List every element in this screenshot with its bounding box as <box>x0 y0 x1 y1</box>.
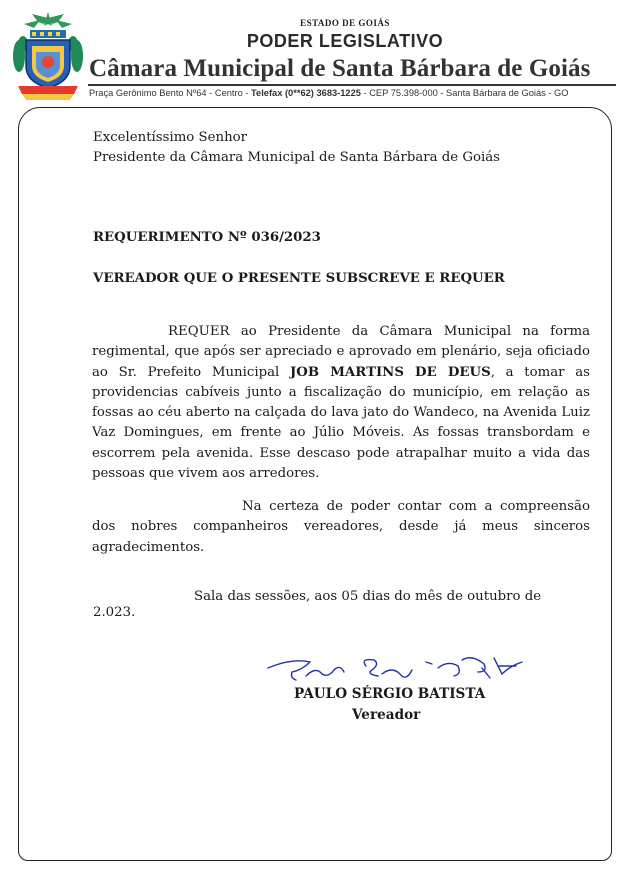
signer-name: PAULO SÉRGIO BATISTA <box>294 686 486 702</box>
branch-name: PODER LEGISLATIVO <box>246 31 444 51</box>
address-cep: - CEP 75.398-000 - Santa Bárbara de Goiás - GO <box>360 88 569 98</box>
state-name: ESTADO DE GOIÁS <box>300 18 390 28</box>
letterhead <box>0 0 625 105</box>
body-p1-end: , a tomar as providencias cabíveis junto a fiscalização do município, em relação as fossas ao céu aberto na calçada do lava jato do Wandeco, na Avenida Luiz Vaz Domingues, em frente ao Júlio Móveis. As fossas transbordam e escorrem pela avenida. Esse descaso pode atrapalhar muito a vida das pessoas que vivem aos arredores. <box>92 364 590 482</box>
address-street: Praça Gerônimo Bento Nº64 - Centro - <box>89 88 252 98</box>
chamber-name: Câmara Municipal de Santa Bárbara de Goiás <box>89 55 591 82</box>
address-phone: Telefax (0**62) 3683-1225 <box>251 88 361 98</box>
addressee-line-2: Presidente da Câmara Municipal de Santa Bárbara de Goiás <box>93 150 501 165</box>
header-rule <box>88 84 616 86</box>
request-number: REQUERIMENTO Nº 036/2023 <box>93 230 321 245</box>
signer-role: Vereador <box>352 707 421 723</box>
request-subtitle: VEREADOR QUE O PRESENTE SUBSCREVE E REQUER <box>93 271 505 286</box>
body-paragraph-1 <box>92 322 590 484</box>
addressee-line-1: Excelentíssimo Senhor <box>93 130 248 145</box>
closing-year: 2.023. <box>93 605 136 620</box>
address-line <box>89 88 625 98</box>
body-paragraph-2: Na certeza de poder contar com a compreensão dos nobres companheiros vereadores, desde já meus sinceros agradecimentos. <box>92 499 590 555</box>
closing-line: Sala das sessões, aos 05 dias do mês de outubro de <box>194 589 542 604</box>
mayor-name: JOB MARTINS DE DEUS <box>289 364 491 380</box>
body-p1-start: REQUER ao Presidente da Câmara Municipal na forma regimental, que após ser apreciado e aprovado em plenário, seja oficiado ao Sr. Prefeito Municipal <box>92 324 590 380</box>
municipal-coat-of-arms-icon <box>10 8 86 104</box>
